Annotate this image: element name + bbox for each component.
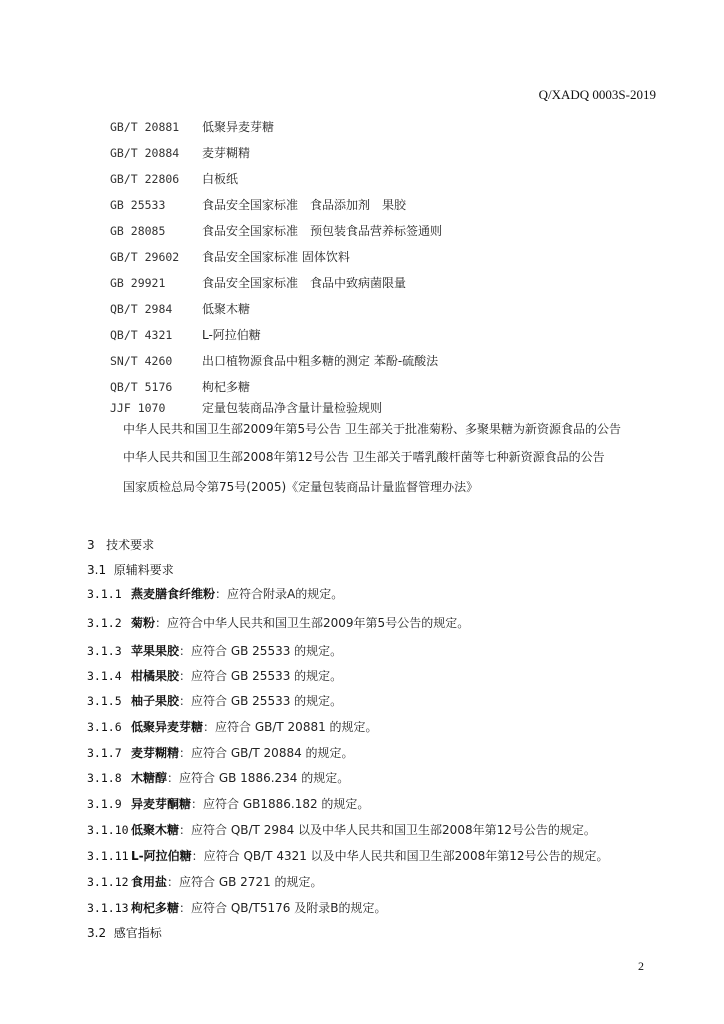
item-name: 低聚木糖 <box>131 823 180 837</box>
item-number: 3.1.11 <box>87 849 129 863</box>
item-description: ：应符合 GB 25533 的规定。 <box>179 644 343 658</box>
item-description: ：应符合 GB 2721 的规定。 <box>167 875 323 889</box>
reference-title: 定量包装商品净含量计量检验规则 <box>202 401 383 415</box>
requirement-item <box>87 690 342 712</box>
item-number: 3.1.13 <box>87 901 129 915</box>
item-number: 3.1.8 <box>87 771 122 785</box>
reference-title: 食品安全国家标准 预包装食品营养标签通则 <box>202 224 443 238</box>
reference-code: GB 28085 <box>110 224 166 238</box>
requirement-item <box>87 819 596 841</box>
reference-title: 白板纸 <box>202 172 239 186</box>
item-description: ：应符合 QB/T 4321 以及中华人民共和国卫生部2008年第12号公告的规定。 <box>191 849 609 863</box>
item-number: 3.1.6 <box>87 720 122 734</box>
reference-code: QB/T 2984 <box>110 302 173 316</box>
item-name: 异麦芽酮糖 <box>131 797 192 811</box>
item-description: ：应符合 GB 25533 的规定。 <box>179 669 343 683</box>
reference-code: JJF 1070 <box>110 401 166 415</box>
item-name: 苹果果胶 <box>131 644 180 658</box>
page-number: 2 <box>638 959 644 973</box>
subsection-title: 感官指标 <box>113 926 162 940</box>
reference-code: GB/T 29602 <box>110 250 180 264</box>
reference-title: 低聚木糖 <box>202 302 251 316</box>
item-name: L-阿拉伯糖 <box>131 849 192 863</box>
item-description: ：应符合 GB1886.182 的规定。 <box>191 797 370 811</box>
item-description: ：应符合 GB/T 20884 的规定。 <box>179 746 354 760</box>
requirement-item <box>87 640 342 662</box>
section-title: 技术要求 <box>106 538 155 552</box>
item-number: 3.1.10 <box>87 823 129 837</box>
requirement-item <box>87 716 378 738</box>
item-description: ：应符合 GB 1886.234 的规定。 <box>167 771 350 785</box>
item-number: 3.1.4 <box>87 669 122 683</box>
reference-code: GB 25533 <box>110 198 166 212</box>
document-number: Q/XADQ 0003S-2019 <box>538 87 656 102</box>
item-name: 食用盐 <box>131 875 168 889</box>
reference-code: GB/T 20881 <box>110 120 180 134</box>
section-number: 3 <box>87 538 95 552</box>
item-name: 低聚异麦芽糖 <box>131 720 204 734</box>
reference-code: QB/T 4321 <box>110 328 173 342</box>
item-number: 3.1.1 <box>87 587 122 601</box>
item-description: ：应符合中华人民共和国卫生部2009年第5号公告的规定。 <box>155 616 470 630</box>
item-description: ：应符合 QB/T5176 及附录B的规定。 <box>179 901 387 915</box>
reference-code: GB 29921 <box>110 276 166 290</box>
requirement-item <box>87 845 609 867</box>
item-name: 木糖醇 <box>131 771 168 785</box>
item-description: ：应符合附录A的规定。 <box>215 587 344 601</box>
requirement-item <box>87 665 342 687</box>
item-name: 柑橘果胶 <box>131 669 180 683</box>
reference-code: GB/T 22806 <box>110 172 180 186</box>
notice-item: 中华人民共和国卫生部2009年第5号公告 卫生部关于批准菊粉、多聚果糖为新资源食品的公告 <box>123 422 621 436</box>
subsection-number: 3.1 <box>87 563 107 577</box>
item-description: ：应符合 GB/T 20881 的规定。 <box>203 720 378 734</box>
item-name: 枸杞多糖 <box>131 901 180 915</box>
subsection-heading <box>87 559 174 581</box>
reference-title: L-阿拉伯糖 <box>202 328 261 342</box>
reference-title: 枸杞多糖 <box>202 380 251 394</box>
subsection-heading <box>87 922 162 944</box>
item-name: 菊粉 <box>131 616 156 630</box>
requirement-item <box>87 612 469 634</box>
item-number: 3.1.3 <box>87 644 122 658</box>
reference-title: 食品安全国家标准 固体饮料 <box>202 250 350 264</box>
subsection-title: 原辅料要求 <box>113 563 174 577</box>
item-description: ：应符合 GB 25533 的规定。 <box>179 694 343 708</box>
requirement-item <box>87 793 369 815</box>
item-name: 燕麦膳食纤维粉 <box>131 587 216 601</box>
requirement-item <box>87 871 323 893</box>
subsection-number: 3.2 <box>87 926 107 940</box>
requirement-item <box>87 767 349 789</box>
reference-title: 食品安全国家标准 食品中致病菌限量 <box>202 276 407 290</box>
item-name: 柚子果胶 <box>131 694 180 708</box>
reference-title: 麦芽糊精 <box>202 146 251 160</box>
reference-title: 食品安全国家标准 食品添加剂 果胶 <box>202 198 407 212</box>
reference-code: QB/T 5176 <box>110 380 173 394</box>
item-number: 3.1.9 <box>87 797 122 811</box>
reference-title: 低聚异麦芽糖 <box>202 120 275 134</box>
requirement-item <box>87 583 343 605</box>
section-heading <box>87 534 154 556</box>
reference-code: SN/T 4260 <box>110 354 173 368</box>
item-number: 3.1.2 <box>87 616 122 630</box>
requirement-item <box>87 897 386 919</box>
item-number: 3.1.7 <box>87 746 122 760</box>
notice-item: 中华人民共和国卫生部2008年第12号公告 卫生部关于嗜乳酸杆菌等七种新资源食品的公告 <box>123 450 605 464</box>
reference-title: 出口植物源食品中粗多糖的测定 苯酚-硫酸法 <box>202 354 439 368</box>
item-name: 麦芽糊精 <box>131 746 180 760</box>
item-number: 3.1.5 <box>87 694 122 708</box>
item-number: 3.1.12 <box>87 875 129 889</box>
notice-item: 国家质检总局令第75号(2005)《定量包装商品计量监督管理办法》 <box>123 480 479 494</box>
requirement-item <box>87 742 354 764</box>
reference-code: GB/T 20884 <box>110 146 180 160</box>
item-description: ：应符合 QB/T 2984 以及中华人民共和国卫生部2008年第12号公告的规定。 <box>179 823 596 837</box>
